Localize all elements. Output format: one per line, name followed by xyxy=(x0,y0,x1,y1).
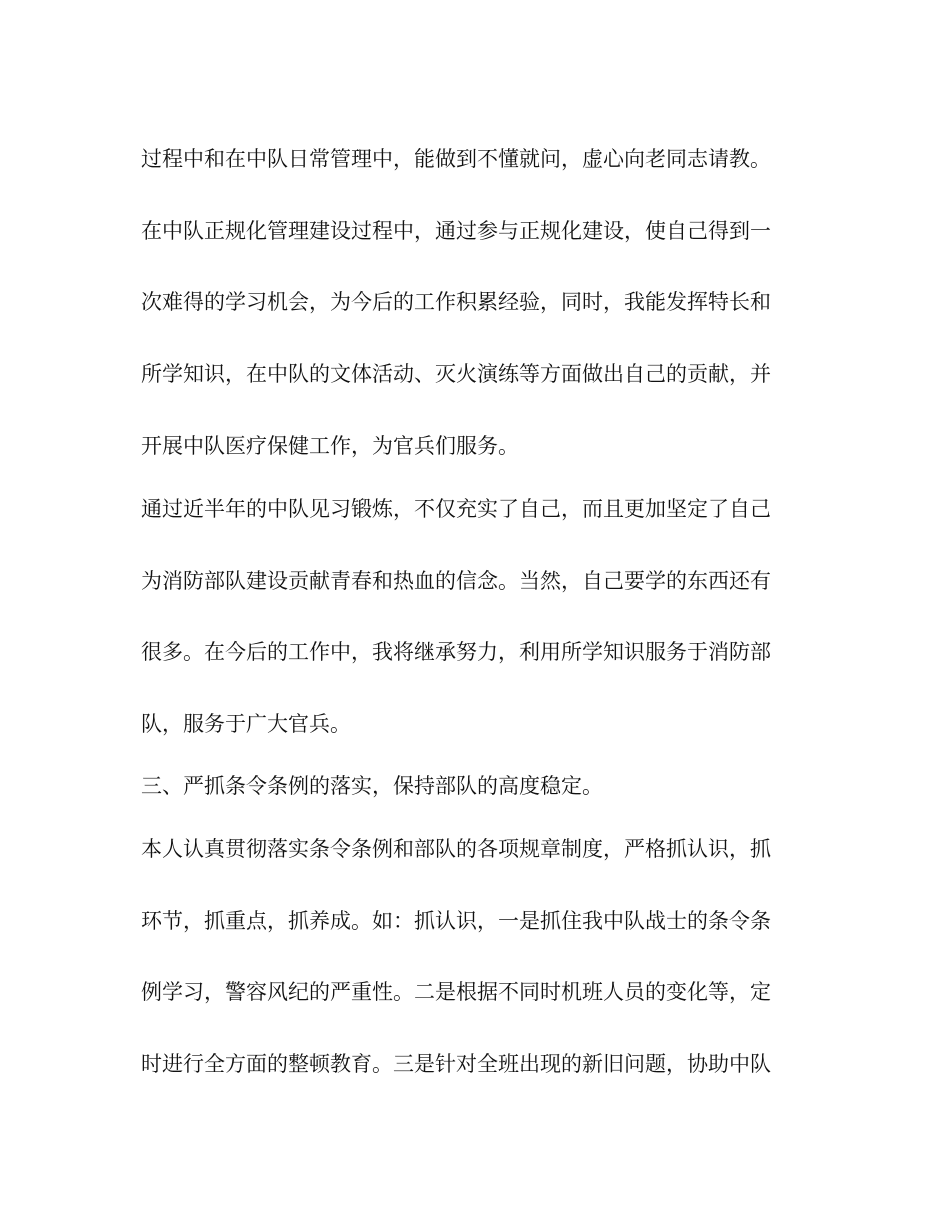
text-line: 通过近半年的中队见习锻炼，不仅充实了自己，而且更加坚定了自己 xyxy=(141,497,771,521)
text-line: 开展中队医疗保健工作，为官兵们服务。 xyxy=(141,434,519,458)
text-line: 所学知识，在中队的文体活动、灭火演练等方面做出自己的贡献，并 xyxy=(141,362,771,386)
text-line: 过程中和在中队日常管理中，能做到不懂就问，虚心向老同志请教。 xyxy=(141,147,771,171)
text-line: 本人认真贯彻落实条令条例和部队的各项规章制度，严格抓认识，抓 xyxy=(141,837,771,861)
text-line: 例学习，警容风纪的严重性。二是根据不同时机班人员的变化等，定 xyxy=(141,980,771,1004)
text-line: 环节，抓重点，抓养成。如：抓认识，一是抓住我中队战士的条令条 xyxy=(141,909,771,933)
text-line: 为消防部队建设贡献青春和热血的信念。当然，自己要学的东西还有 xyxy=(141,569,771,593)
text-line: 在中队正规化管理建设过程中，通过参与正规化建设，使自己得到一 xyxy=(141,219,771,243)
text-line: 次难得的学习机会，为今后的工作积累经验，同时，我能发挥特长和 xyxy=(141,290,771,314)
text-line: 队，服务于广大官兵。 xyxy=(141,712,351,736)
text-line: 很多。在今后的工作中，我将继承努力，利用所学知识服务于消防部 xyxy=(141,640,771,664)
text-line: 时进行全方面的整顿教育。三是针对全班出现的新旧问题，协助中队 xyxy=(141,1052,771,1076)
section-heading: 三、严抓条令条例的落实，保持部队的高度稳定。 xyxy=(141,774,603,798)
